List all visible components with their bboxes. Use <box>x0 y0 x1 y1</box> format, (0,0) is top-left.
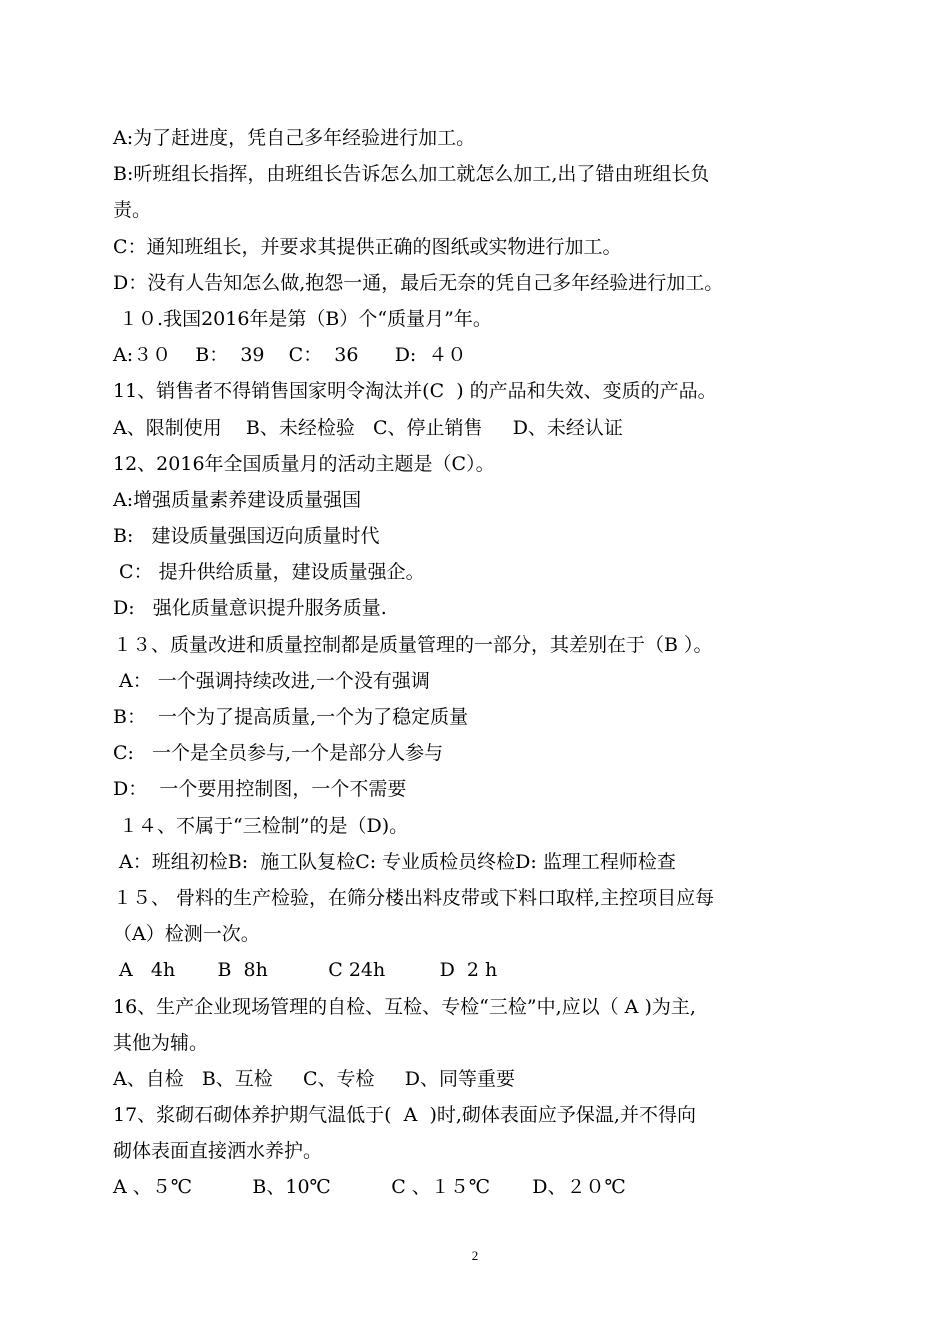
text-line: A、自检 B、互检 C、专检 D、同等重要 <box>113 1067 515 1090</box>
question-15: １５、 骨料的生产检验，在筛分楼出料皮带或下料口取样,主控项目应每 <box>113 886 715 909</box>
text-line: 砌体表面直接洒水养护。 <box>113 1140 323 1163</box>
text-line: B:听班组长指挥，由班组长告诉怎么加工就怎么加工,出了错由班组长负 <box>113 163 710 186</box>
text-line: D： 一个要用控制图，一个不需要 <box>113 778 407 801</box>
question-14: １４、不属于“三检制”的是（D)。 <box>113 814 409 837</box>
question-10: １０.我国2016年是第（B）个“质量月”年。 <box>113 307 492 330</box>
text-line: B: 建设质量强国迈向质量时代 <box>113 525 380 548</box>
page-number: 2 <box>471 1248 479 1263</box>
question-16: 16、生产企业现场管理的自检、互检、专检“三检”中,应以（ A )为主, <box>113 995 696 1018</box>
text-line: 其他为辅。 <box>113 1031 209 1054</box>
question-11: 11、销售者不得销售国家明令淘汰并(C ) 的产品和失效、变质的产品。 <box>113 380 717 403</box>
text-line: C： 提升供给质量，建设质量强企。 <box>113 561 425 584</box>
text-line: C：通知班组长，并要求其提供正确的图纸或实物进行加工。 <box>113 235 622 258</box>
text-line: （A）检测一次。 <box>113 923 260 946</box>
document-body <box>113 120 843 1206</box>
text-line: C: 一个是全员参与,一个是部分人参与 <box>113 742 444 765</box>
question-17: 17、浆砌石砌体养护期气温低于( A )时,砌体表面应予保温,并不得向 <box>113 1104 696 1127</box>
text-line: A： 一个强调持续改进,一个没有强调 <box>113 669 430 692</box>
text-line: A 4h B 8h C 24h D 2 h <box>113 959 498 982</box>
text-line: D：没有人告知怎么做,抱怨一通，最后无奈的凭自己多年经验进行加工。 <box>113 271 724 294</box>
text-line: A:增强质量素养建设质量强国 <box>113 488 362 511</box>
text-line: B： 一个为了提高质量,一个为了稳定质量 <box>113 706 469 728</box>
text-line: A:为了赶进度，凭自己多年经验进行加工。 <box>113 127 476 149</box>
text-line: A、限制使用 B、未经检验 C、停止销售 D、未经认证 <box>113 416 623 439</box>
text-line: 责。 <box>113 199 152 222</box>
text-line: D: 强化质量意识提升服务质量. <box>113 597 387 620</box>
question-12: 12、2016年全国质量月的活动主题是（C）。 <box>113 452 495 475</box>
text-line: A：班组初检B: 施工队复检C: 专业质检员终检D: 监理工程师检查 <box>113 850 676 873</box>
question-13: １３、质量改进和质量控制都是质量管理的一部分，其差别在于（B ）。 <box>113 633 713 656</box>
text-line: A:３０ B： 39 C： 36 D: ４０ <box>113 344 467 367</box>
text-line: A 、５℃ B、10℃ C 、１５℃ D、２０℃ <box>113 1176 626 1199</box>
